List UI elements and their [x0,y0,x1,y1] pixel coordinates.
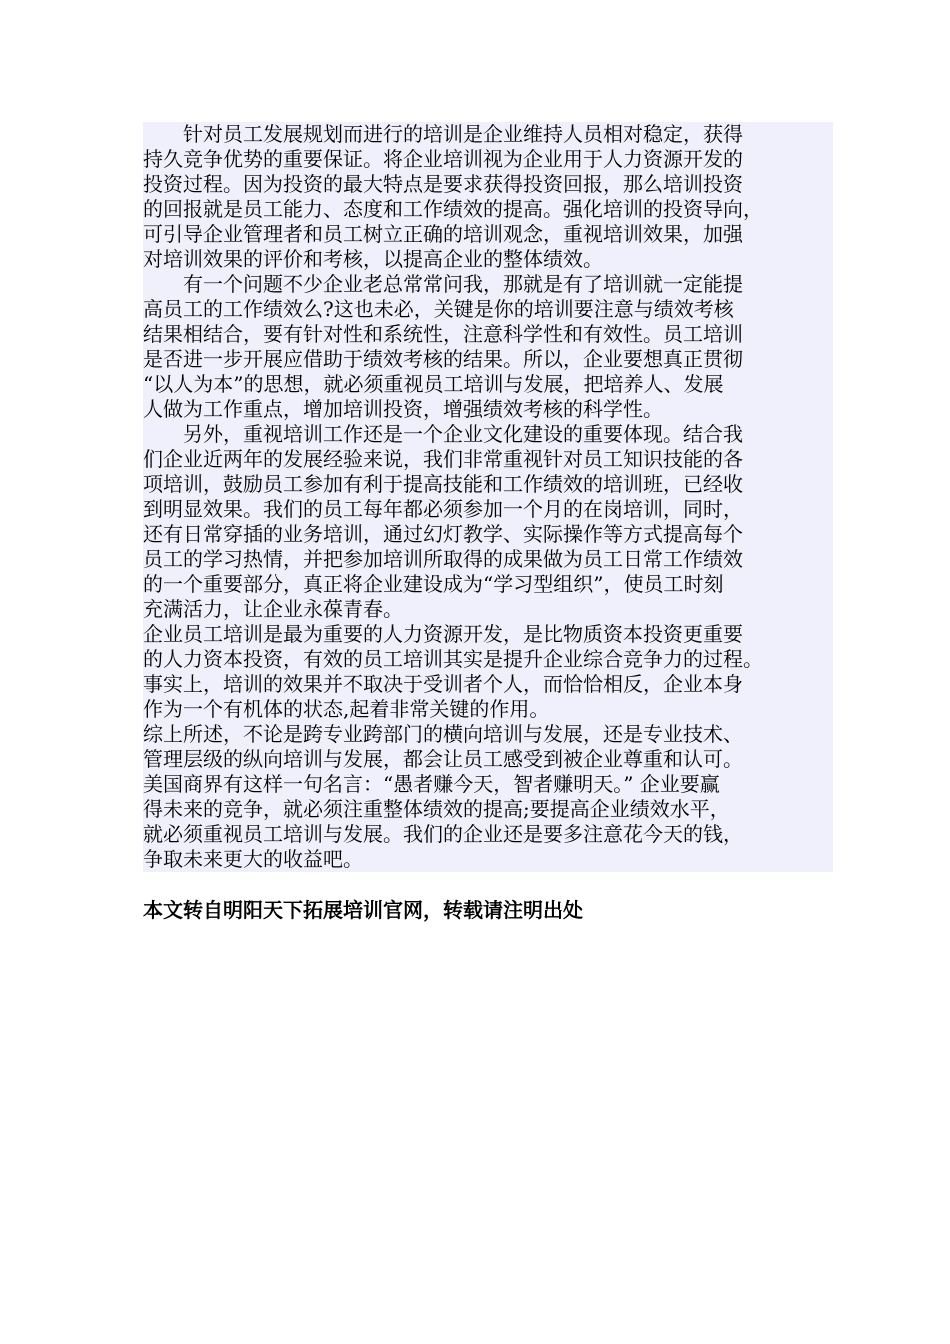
text-line: 可引导企业管理者和员工树立正确的培训观念，重视培训效果，加强 [143,222,833,247]
text-line: 持久竞争优势的重要保证。将企业培训视为企业用于人力资源开发的 [143,147,833,172]
text-line: 美国商界有这样一句名言：“愚者赚今天，智者赚明天。” 企业要赢 [143,772,833,797]
text-line: 管理层级的纵向培训与发展，都会让员工感受到被企业尊重和认可。 [143,747,833,772]
source-note: 本文转自明阳天下拓展培训官网，转载请注明出处 [143,898,583,922]
text-line: 作为一个有机体的状态,起着非常关键的作用。 [143,697,833,722]
text-line: 的人力资本投资，有效的员工培训其实是提升企业综合竞争力的过程。 [143,647,833,672]
text-line: 另外，重视培训工作还是一个企业文化建设的重要体现。结合我 [143,422,833,447]
text-line: 项培训，鼓励员工参加有利于提高技能和工作绩效的培训班，已经收 [143,472,833,497]
text-line: 到明显效果。我们的员工每年都必须参加一个月的在岗培训，同时， [143,497,833,522]
text-line: 的一个重要部分，真正将企业建设成为“学习型组织”，使员工时刻 [143,572,833,597]
text-line: 结果相结合，要有针对性和系统性，注意科学性和有效性。员工培训 [143,322,833,347]
text-line: 综上所述，不论是跨专业跨部门的横向培训与发展，还是专业技术、 [143,722,833,747]
text-line: 人做为工作重点，增加培训投资，增强绩效考核的科学性。 [143,397,833,422]
text-line: 事实上，培训的效果并不取决于受训者个人，而恰恰相反，企业本身 [143,672,833,697]
text-line: 就必须重视员工培训与发展。我们的企业还是要多注意花今天的钱， [143,822,833,847]
text-line: 充满活力，让企业永葆青春。 [143,597,833,622]
text-line: 企业员工培训是最为重要的人力资源开发，是比物质资本投资更重要 [143,622,833,647]
text-line: 得未来的竞争，就必须注重整体绩效的提高;要提高企业绩效水平， [143,797,833,822]
article-body [143,122,833,872]
text-line: 针对员工发展规划而进行的培训是企业维持人员相对稳定，获得 [143,122,833,147]
text-line: 高员工的工作绩效么?这也未必，关键是你的培训要注意与绩效考核 [143,297,833,322]
text-line: 是否进一步开展应借助于绩效考核的结果。所以，企业要想真正贯彻 [143,347,833,372]
text-line: 员工的学习热情，并把参加培训所取得的成果做为员工日常工作绩效 [143,547,833,572]
text-line: 有一个问题不少企业老总常常问我，那就是有了培训就一定能提 [143,272,833,297]
text-line: 投资过程。因为投资的最大特点是要求获得投资回报，那么培训投资 [143,172,833,197]
text-line: “以人为本”的思想，就必须重视员工培训与发展，把培养人、发展 [143,372,833,397]
text-line: 的回报就是员工能力、态度和工作绩效的提高。强化培训的投资导向， [143,197,833,222]
text-line: 还有日常穿插的业务培训，通过幻灯教学、实际操作等方式提高每个 [143,522,833,547]
text-line: 争取未来更大的收益吧。 [143,847,833,872]
text-line: 对培训效果的评价和考核，以提高企业的整体绩效。 [143,247,833,272]
text-line: 们企业近两年的发展经验来说，我们非常重视针对员工知识技能的各 [143,447,833,472]
